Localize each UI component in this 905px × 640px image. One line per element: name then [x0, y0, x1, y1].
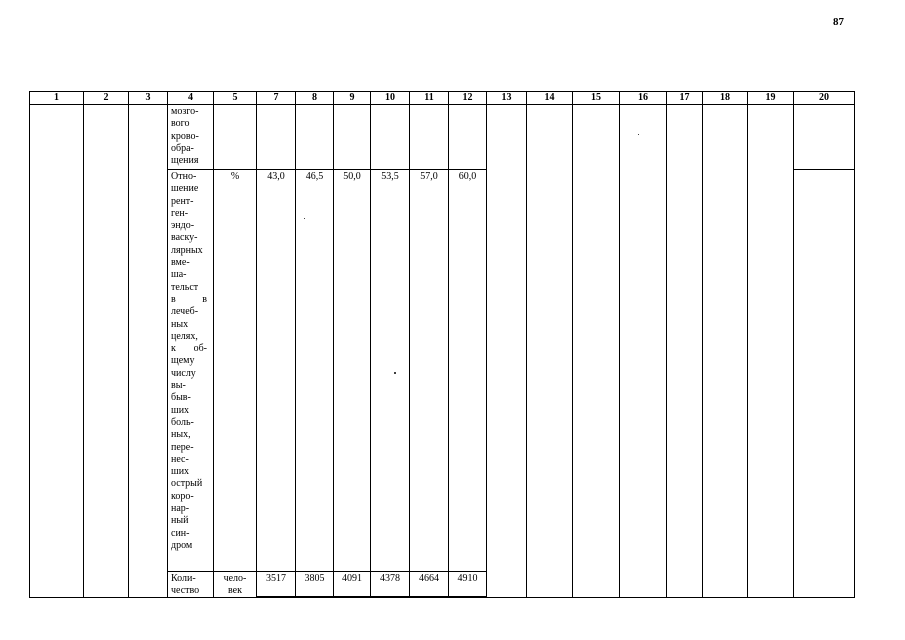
- scan-speck: [638, 134, 639, 135]
- col-border: [295, 91, 296, 598]
- header-col-13: 13: [501, 92, 512, 103]
- header-col-8: 8: [312, 92, 317, 103]
- col-border: [793, 91, 794, 598]
- page-number: 87: [833, 16, 844, 28]
- indicator-name-xray-ratio: Отно- шение рент- ген- эндо- васку- лярных вме- ша- тельст в в лечеб- ных целях, к об- щему числу вы- быв- ших боль- ных, пере- нес- ших острый коро- нар- ный син- дром: [171, 171, 207, 551]
- col-border: [29, 91, 30, 598]
- col-border: [213, 91, 214, 598]
- col-border: [167, 91, 168, 598]
- col-border: [526, 91, 527, 598]
- col-border: [83, 91, 84, 598]
- count-col12: 4910: [457, 573, 478, 584]
- col-border: [448, 91, 449, 598]
- header-col-2: 2: [103, 92, 109, 103]
- col-border: [256, 91, 257, 598]
- col-border: [333, 91, 334, 598]
- header-col-20: 20: [819, 92, 829, 103]
- scan-speck: [394, 372, 396, 374]
- header-col-9: 9: [349, 92, 355, 103]
- header-col-7: 7: [273, 92, 279, 103]
- header-col-5: 5: [232, 92, 238, 103]
- col-border: [854, 91, 855, 598]
- count-col9: 4091: [342, 573, 362, 584]
- header-col-14: 14: [544, 92, 555, 103]
- continuation-indicator-text: мозго- вого крово- обра- щения: [171, 106, 199, 167]
- header-col-15: 15: [591, 92, 601, 103]
- col-border: [747, 91, 748, 598]
- value-col8: 46,5: [305, 171, 324, 182]
- table-bottom-border: [29, 597, 855, 598]
- col-border: [619, 91, 620, 598]
- value-col12: 60,0: [458, 171, 477, 182]
- count-col10: 4378: [380, 573, 400, 584]
- header-col-3: 3: [145, 92, 151, 103]
- count-col11: 4664: [419, 573, 439, 584]
- row-divider-continuation: [167, 169, 487, 170]
- value-col7: 43,0: [267, 171, 285, 182]
- unit-persons: чело- век: [223, 573, 247, 596]
- header-col-12: 12: [462, 92, 473, 103]
- col-border: [702, 91, 703, 598]
- value-col9: 50,0: [343, 171, 361, 182]
- header-col-16: 16: [638, 92, 648, 103]
- scan-speck: [304, 218, 305, 219]
- header-bottom-border: [29, 104, 855, 105]
- count-col8: 3805: [304, 573, 325, 584]
- value-col11: 57,0: [420, 171, 438, 182]
- header-col-17: 17: [679, 92, 690, 103]
- header-col-1: 1: [54, 92, 59, 103]
- value-col10: 53,5: [381, 171, 399, 182]
- col-border: [486, 91, 487, 598]
- col-border: [572, 91, 573, 598]
- row-divider-count: [167, 571, 487, 572]
- header-col-10: 10: [385, 92, 395, 103]
- col-border: [409, 91, 410, 598]
- unit-percent: %: [230, 171, 240, 182]
- indicator-name-count: Коли- чество: [171, 573, 200, 597]
- row-divider-col20: [793, 169, 855, 170]
- col-border: [666, 91, 667, 598]
- header-col-19: 19: [765, 92, 776, 103]
- header-col-18: 18: [720, 92, 730, 103]
- col-border: [370, 91, 371, 598]
- col-border: [128, 91, 129, 598]
- count-col7: 3517: [266, 573, 286, 584]
- header-col-11: 11: [424, 92, 434, 103]
- header-col-4: 4: [188, 92, 193, 103]
